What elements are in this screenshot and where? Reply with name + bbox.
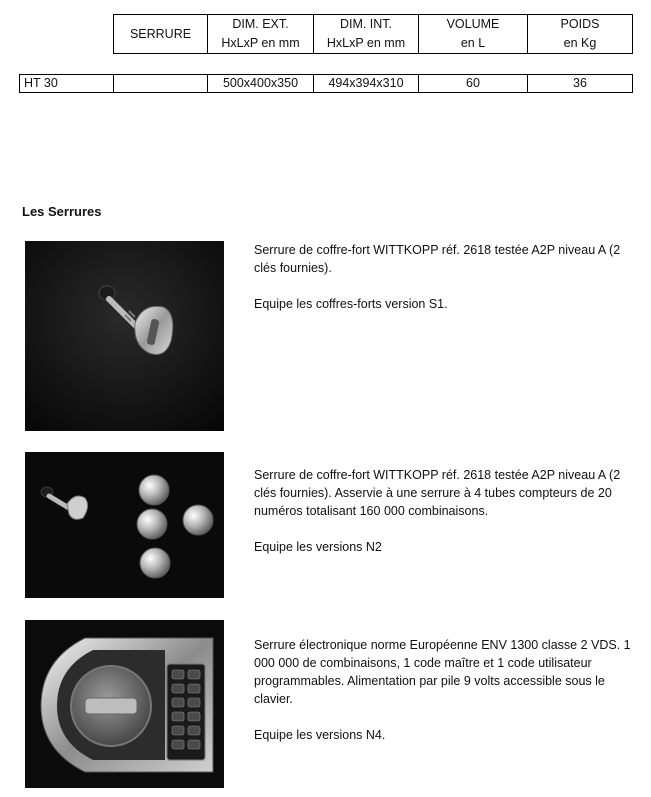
cell-dim-ext: 500x400x350 — [208, 75, 314, 93]
lock-1-description — [254, 241, 634, 331]
cell-model: HT 30 — [20, 75, 114, 93]
cell-dim-int: 494x394x310 — [314, 75, 419, 93]
header-poids-line1: POIDS — [560, 17, 600, 31]
key-and-knobs-photo — [25, 452, 224, 598]
lock-2-description — [254, 466, 634, 574]
header-volume-line1: VOLUME — [446, 17, 500, 31]
header-dim-ext-line1: DIM. EXT. — [232, 17, 289, 31]
header-poids — [528, 15, 633, 54]
lock-3-description — [254, 636, 634, 762]
header-serrure-label: SERRURE — [129, 26, 192, 41]
lock-2-usage: Equipe les versions N2 — [254, 540, 382, 554]
lock-3-usage: Equipe les versions N4. — [254, 728, 386, 742]
cell-volume: 60 — [419, 75, 528, 93]
section-title: Les Serrures — [22, 204, 102, 219]
cell-serrure — [114, 75, 208, 93]
spec-table-row — [19, 74, 633, 93]
header-poids-line2: en Kg — [563, 36, 597, 50]
table-row — [20, 75, 633, 93]
lock-1-usage: Equipe les coffres-forts version S1. — [254, 297, 448, 311]
lock-3-text: Serrure électronique norme Européenne ENV 1300 classe 2 VDS. 1 000 000 de combinaisons, 1 code maître et 1 code utilisateur programmables. Alimentation par pile 9 volts accessible sous le clavier. — [254, 638, 631, 706]
header-dim-ext-line2: HxLxP en mm — [221, 36, 300, 50]
header-dim-ext — [208, 15, 314, 54]
header-serrure — [114, 15, 208, 54]
electronic-keypad-lock-photo — [25, 620, 224, 788]
key-lock-photo — [25, 241, 224, 431]
spec-table-header — [113, 14, 633, 54]
header-dim-int-line2: HxLxP en mm — [326, 36, 406, 50]
cell-poids: 36 — [528, 75, 633, 93]
lock-2-text: Serrure de coffre-fort WITTKOPP réf. 2618 testée A2P niveau A (2 clés fournies). Asservie à une serrure à 4 tubes compteurs de 20 numéros totalisant 160 000 combinaisons. — [254, 468, 621, 518]
header-dim-int — [314, 15, 419, 54]
lock-1-text: Serrure de coffre-fort WITTKOPP réf. 2618 testée A2P niveau A (2 clés fournies). — [254, 243, 621, 275]
header-dim-int-line1: DIM. INT. — [339, 17, 393, 31]
header-volume-line2: en L — [460, 36, 486, 50]
header-volume — [419, 15, 528, 54]
